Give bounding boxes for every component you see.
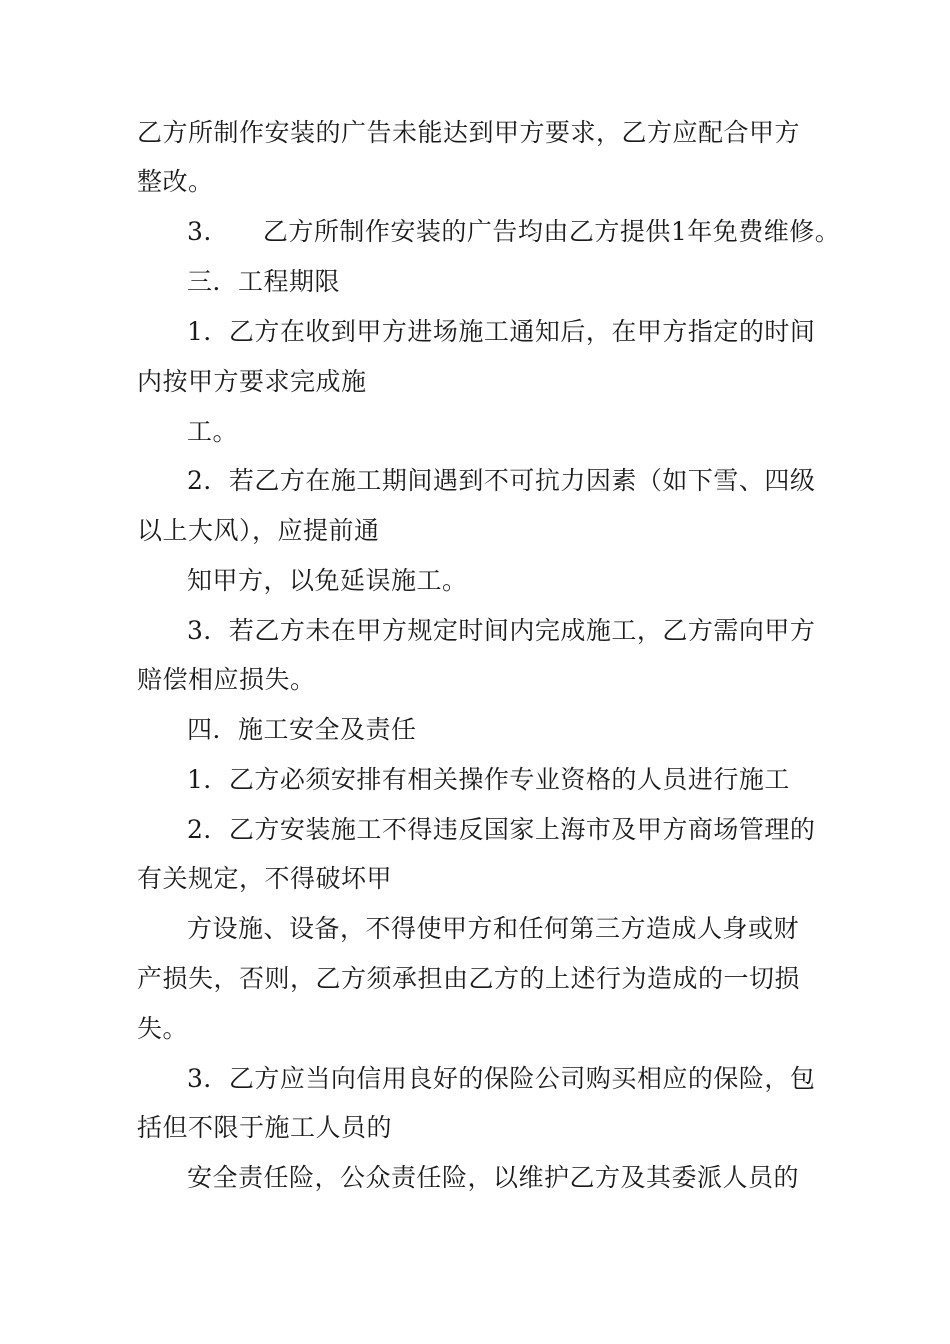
text-line: 赔偿相应损失。: [137, 665, 316, 694]
text-line: 3. 乙方所制作安装的广告均由乙方提供1年免费维修。: [187, 217, 841, 246]
text-line: 安全责任险，公众责任险，以维护乙方及其委派人员的: [187, 1163, 800, 1192]
text-line: 乙方所制作安装的广告未能达到甲方要求，乙方应配合甲方: [137, 118, 801, 147]
text-line: 1．乙方必须安排有相关操作专业资格的人员进行施工: [187, 765, 790, 794]
text-line: 方设施、设备，不得使甲方和任何第三方造成人身或财: [187, 914, 800, 943]
text-line: 2．若乙方在施工期间遇到不可抗力因素（如下雪、四级: [187, 466, 816, 495]
text-line: 2．乙方安装施工不得违反国家上海市及甲方商场管理的: [187, 815, 816, 844]
text-line: 工。: [187, 417, 239, 446]
text-line: 以上大风），应提前通: [137, 516, 380, 545]
section-heading: 三．工程期限: [187, 267, 341, 296]
text-line: 整改。: [137, 167, 214, 196]
text-line: 1．乙方在收到甲方进场施工通知后，在甲方指定的时间: [187, 317, 816, 346]
text-line: 知甲方，以免延误施工。: [187, 566, 468, 595]
section-heading: 四．施工安全及责任: [187, 715, 417, 744]
text-line: 3．若乙方未在甲方规定时间内完成施工，乙方需向甲方: [187, 616, 816, 645]
text-line: 有关规定，不得破坏甲: [137, 864, 393, 893]
text-line: 3．乙方应当向信用良好的保险公司购买相应的保险，包: [187, 1064, 816, 1093]
text-line: 括但不限于施工人员的: [137, 1113, 393, 1142]
text-line: 失。: [137, 1014, 189, 1043]
text-line: 产损失，否则，乙方须承担由乙方的上述行为造成的一切损: [137, 964, 801, 993]
text-line: 内按甲方要求完成施: [137, 367, 367, 396]
